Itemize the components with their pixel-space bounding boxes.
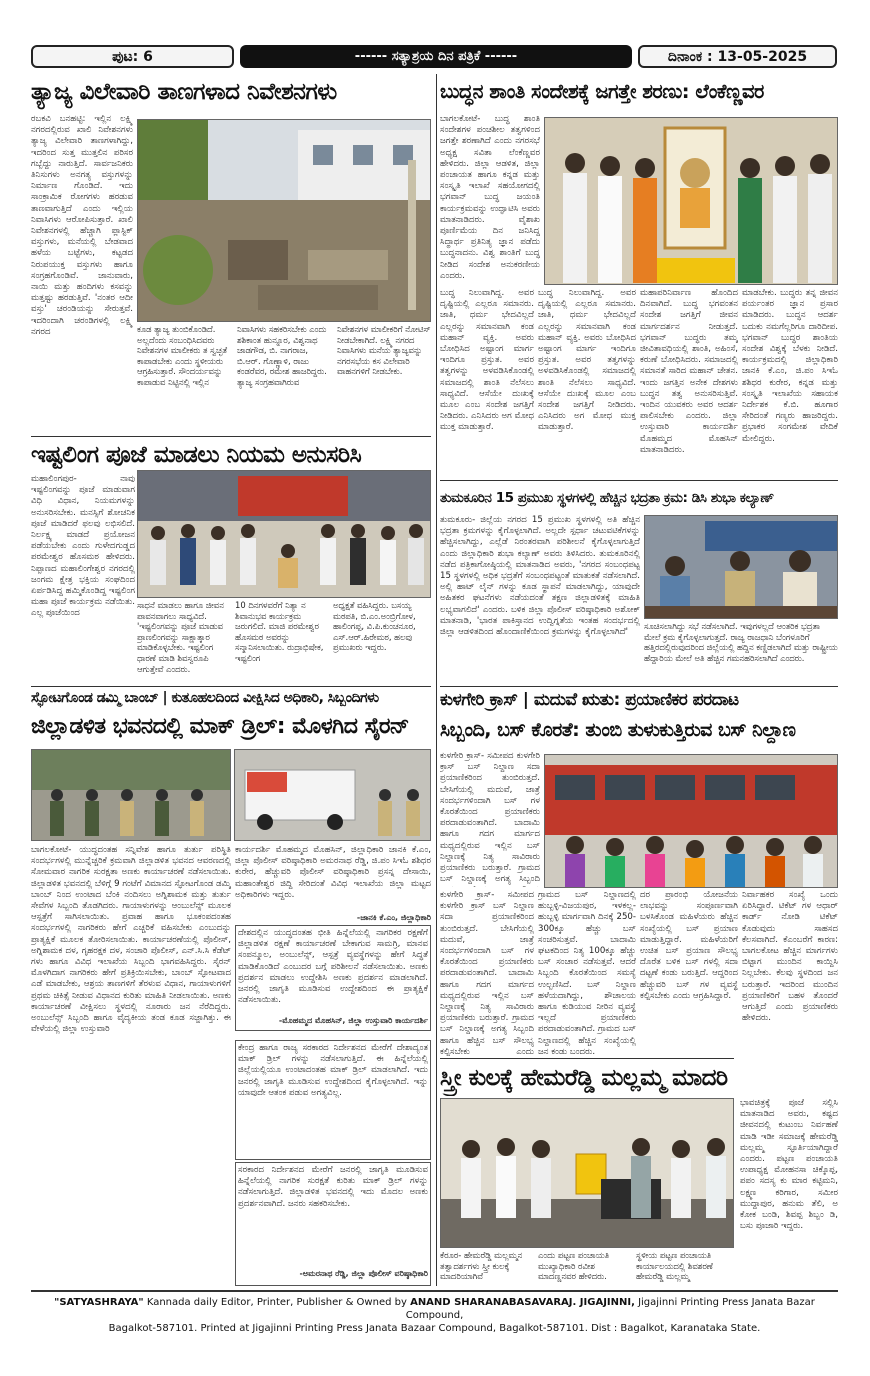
article-ishtalinga-col3: 10 ದಿನಗಳವರೆಗೆ ನಿತ್ಯಾ ನ ಶಿವಾನುಭವ ಕಾರ್ಯಕ್ರಮ ಜರುಗಲಿದೆ. ಮಾಜಿ ಪರಮೇಶ್ವರ ಹೊಸಮಠ ಅವರನ್ನು ಸನ್ಮಾನಿಸಲಾಯಿತು. ರುದ್ರಾಭಿಷೇಕ, ಇಷ್ಟಲಿಂಗ (235, 600, 324, 663)
article-bus-stand-col1: ಕುಳಗೇರಿ ಕ್ರಾಸ್- ಸಮೀಪದ ಕುಳಗೇರಿ ಕ್ರಾಸ್ ಬಸ್ ನಿಲ್ದಾಣ ಸದಾ ಪ್ರಯಾಣಿಕರಿಂದ ತುಂಬಿರುತ್ತದೆ. ಬೇಸಿಗೆಯಲ್ಲಿ ಮದುವೆ, ಜಾತ್ರೆ ಸಂದರ್ಭಗಳಿಂದಾಗಿ ಬಸ್ ಗಳ ಕೊರತೆಯಿಂದ ಪ್ರಯಾಣಿಕರು ಪರದಾಡುವಂತಾಗಿದೆ. ಬಾದಾಮಿ ಹಾಗೂ ಗದಗ ಮಾರ್ಗದ ಮಧ್ಯದಲ್ಲಿರುವ ಇಲ್ಲಿನ ಬಸ್ ನಿಲ್ದಾಣಕ್ಕೆ ನಿತ್ಯ ಸಾವಿರಾರು ಪ್ರಯಾಣಿಕರು ಬರುತ್ತಾರೆ. ಗ್ರಾಮದ ಬಸ್ ನಿಲ್ದಾಣಕ್ಕೆ ಅಗತ್ಯ ಸಿಬ್ಬಂದಿ (440, 751, 540, 885)
article-mallamma-col3: ಸ್ಥಳೀಯ ಪಟ್ಟಣ ಪಂಚಾಯತಿ ಕಾರ್ಯಾಲಯದಲ್ಲಿ ಶಿವಶರಣೆ ಹೇಮರೆಡ್ಡಿ ಮಲ್ಲಮ್ಮ (636, 1250, 713, 1282)
imprint-line: "SATYASHRAYA" Kannada daily Editor, Printer, Publisher & Owned by ANAND SHARANABASAVARAJ. JIGAJINNI, Jigajinni Printing Press Janata Bazar Compound, Bagalkot-587101. Printed at Jigajinni Printing Press Janata Bazaar Compound, Bagalkot-587101. Dist : Bagalkot, Karanataka State. (54, 1297, 815, 1334)
article-waste-col1: ರಬಕವಿ ಬನಹಟ್ಟಿ: ಇಲ್ಲಿನ ಲಕ್ಷ್ಮಿ ನಗರದಲ್ಲಿರುವ ಖಾಲಿ ನಿವೇಶನಗಳು ತ್ಯಾಜ್ಯ ವಿಲೇವಾರಿ ತಾಣಗಳಾಗಿದ್ದು, ಇದರಿಂದ ಸುತ್ತ ಮುತ್ತಲಿನ ಪರಿಸರ ಗಬ್ಬೆದ್ದು ನಾರುತ್ತಿದೆ. ಸಾರ್ವಜನಿಕರು ತಿನಿಸುಗಳು ಅನಗತ್ಯ ವಸ್ತುಗಳನ್ನು ನಿರ್ಮಾಣ ಗೊಂಡಿದೆ. ಇದು ಸಾಂಕ್ರಾಮಿಕ ರೋಗಗಳು ಹರಡುವ ತಾಣವಾಗುತ್ತಿದೆ ಎಂದು ಇಲ್ಲಿಯ ನಿವಾಸಿಗಳು ಆರೋಪಿಸುತ್ತಾರೆ. ಖಾಲಿ ನಿವೇಶನಗಳಲ್ಲಿ ಹೆಚ್ಚಾಗಿ ಪ್ಲಾಸ್ಟಿಕ್ ವಸ್ತುಗಳು, ಮನೆಯಲ್ಲಿ ಬೇಡವಾದ ಹಳೆಯ ಬಟ್ಟೆಗಳು, ಕಟ್ಟಡದ ನಿರುಪಯುಕ್ತ ವಸ್ತುಗಳು ಹಾಗೂ ಸಂಗ್ರಹಗೊಂಡಿವೆ. ಜಾನುವಾರು, ನಾಯಿ ಮತ್ತು ಹಂದಿಗಳು ಕಸವನ್ನು ಮತ್ತಷ್ಟು ಹರಡುತ್ತಿವೆ. 'ನಂತರ ಆದೀ ವಸ್ತು' ಚರಂಡಿಯನ್ನು ಸೇರುತ್ತವೆ. ಇದರಿಂದಾಗಿ ಚರಂಡಿಗಳಲ್ಲಿ ಲಕ್ಷ್ಮಿ ನಗರದ (31, 114, 133, 337)
article-buddha-col4: ಮಹಾಪರಿನಿರ್ವಾಣ ಹೊಂದಿದ ದಿನವಾಗಿದೆ. ಬುದ್ಧ ಭಗವಂತನ ಸಂದೇಶ ಜಗತ್ತಿಗೆ ಜೀವನ ಮಾರ್ಗದರ್ಶನ ನೀಡುತ್ತದೆ. ಭಗವಾನ್ ಬುದ್ಧರು ತಮ್ಮ ಜೀವಿತಾವಧಿಯಲ್ಲಿ ಶಾಂತಿ, ಅಹಿಂಸೆ, ಕರುಣೆ ಬೋಧಿಸಿದರು. ಸಮಾಜದಲ್ಲಿ ಸಮಾನತೆ ಸಾರಿದ ಮಹಾನ್ ಚೇತನ. ಇಂದು ಜಗತ್ತಿನ ಅನೇಕ ದೇಶಗಳು ಬುದ್ಧನ ತತ್ವ ಅನುಸರಿಸುತ್ತಿವೆ. ಇಂದಿನ ಯುವಕರು ಅವರ ಆದರ್ಶ ಪಾಲಿಸಬೇಕು ಎಂದರು. ಜಿಲ್ಲಾ ಉಸ್ತುವಾರಿ ಕಾರ್ಯದರ್ಶಿ ಮೊಹಮ್ಮದ ಮೊಹಸಿನ್ ಮಾತನಾಡಿದರು. (640, 288, 738, 455)
article-mock-drill-col1: ಬಾಗಲಕೋಟೆ- ಯುದ್ಧದಂತಹ ಸನ್ನಿವೇಶ ಹಾಗೂ ತುರ್ತು ಪರಿಸ್ಥಿತಿ ಸಂದರ್ಭಗಳಲ್ಲಿ ಮುನ್ನೆಚ್ಚರಿಕೆ ಕ್ರಮವಾಗಿ ಜಿಲ್ಲಾಡಳಿತ ಭವನದ ಆವರಣದಲ್ಲಿ ಸೋಮವಾರ ನಾಗರಿಕ ಸುರಕ್ಷತಾ ಅಣಕು ಕಾರ್ಯಾಚರಣೆ ನಡೆಸಲಾಯಿತು. ಜಿಲ್ಲಾಡಳಿತ ಭವನದಲ್ಲಿ ಬೆಳಿಗ್ಗೆ 9 ಗಂಟೆಗೆ ವಿಮಾನದ ಸ್ಫೋಟಗೊಂಡ ಡಮ್ಮಿ ಬಾಂಬ್ ನಿಂದ ಉಂಟಾದ ಬೆಂಕಿ ನಂದಿಸಲು ಅಗ್ನಿಶಾಮಕ ಮತ್ತು ತುರ್ತು ಸೇವೆಗಳ ಸಿಬ್ಬಂದಿ ತೊಡಗಿದರು. ಗಾಯಾಳುಗಳನ್ನು ಆಂಬುಲೆನ್ಸ್ ಮೂಲಕ ಆಸ್ಪತ್ರೆಗೆ ಸಾಗಿಸಲಾಯಿತು. ಪ್ರವಾಹ ಹಾಗೂ ಭೂಕಂಪದಂತಹ ಸಂದರ್ಭಗಳಲ್ಲಿ ನಾಗರಿಕರು ಹೇಗೆ ಎಚ್ಚರಿಕೆ ವಹಿಸಬೇಕು ಎಂಬುದನ್ನು ಪ್ರಾತ್ಯಕ್ಷಿಕೆ ಮೂಲಕ ತೋರಿಸಲಾಯಿತು. ಕಾರ್ಯಾಚರಣೆಯಲ್ಲಿ ಪೊಲೀಸ್, ಅಗ್ನಿಶಾಮಕ ದಳ, ಗೃಹರಕ್ಷಕ ದಳ, ಸಂಚಾರಿ ಪೊಲೀಸ್, ಎನ್.ಸಿ.ಸಿ ಕೆಡೆಟ್ ಗಳು ಹಾಗೂ ವಿವಿಧ ಇಲಾಖೆಯ ಸಿಬ್ಬಂದಿ ಭಾಗವಹಿಸಿದ್ದರು. ಸೈರನ್ ಮೊಳಗಿದಾಗ ನಾಗರಿಕರು ಹೇಗೆ ಪ್ರತಿಕ್ರಿಯಿಸಬೇಕು, ಬಾಂಬ್ ಸ್ಫೋಟವಾದ ಎಡೆ ಮಾಡಬೇಕು, ಆಶ್ರಯ ತಾಣಗಳಿಗೆ ತೆರಳುವ ವಿಧಾನ, ಗಾಯಾಳುಗಳಿಗೆ ಪ್ರಥಮ ಚಿಕಿತ್ಸೆ ನೀಡುವ ವಿಧಾನದ ಕುರಿತು ಮಾಹಿತಿ ನೀಡಲಾಯಿತು. ಅಣಕು ಕಾರ್ಯಾಚರಣೆ ವೀಕ್ಷಿಸಲು ಸ್ಥಳದಲ್ಲಿ ನೂರಾರು ಜನ ನೆರೆದಿದ್ದರು. ಅಂಬುಲೆನ್ಸ್ ಸಿಬ್ಬಂದಿ ಹಾಗೂ ವೈದ್ಯಕೀಯ ತಂಡ ಕೂಡ ಸಜ್ಜಾಗಿತ್ತು. ಈ ವೇಳೆಯಲ್ಲಿ ಜಿಲ್ಲಾ ಉಸ್ತುವಾರಿ (31, 845, 231, 1035)
article-mock-drill-col2: ಕಾರ್ಯದರ್ಶಿ ಮೊಹಮ್ಮದ ಮೊಹಸಿನ್, ಜಿಲ್ಲಾಧಿಕಾರಿ ಜಾನಕಿ ಕೆ.ಎಂ, ಜಿಲ್ಲಾ ಪೊಲೀಸ್ ವರಿಷ್ಠಾಧಿಕಾರಿ ಅಮರನಾಥ ರೆಡ್ಡಿ, ಜಿ.ಪಂ ಸಿಇಓ ಶಶಿಧರ ಕುರೇರ, ಹೆಚ್ಚುವರಿ ಪೊಲೀಸ್ ವರಿಷ್ಠಾಧಿಕಾರಿ ಪ್ರಸನ್ನ ದೇಸಾಯಿ, ಮಹಾಂತೇಶ್ವರ ಜಿದ್ದಿ ಸೇರಿದಂತೆ ವಿವಿಧ ಇಲಾಖೆಯ ಜಿಲ್ಲಾ ಮಟ್ಟದ ಅಧಿಕಾರಿಗಳು ಇದ್ದರು. (235, 845, 431, 900)
quote-box-2 (235, 1040, 431, 1160)
masthead: ------ ಸತ್ಯಾಶ್ರಯ ದಿನ ಪತ್ರಿಕೆ ------ (240, 45, 632, 68)
headline-buddha: ಬುದ್ಧನ ಶಾಂತಿ ಸಂದೇಶಕ್ಕೆ ಜಗತ್ತೇ ಶರಣು: ಲೆಂಕೆಣ್ಣವರ (440, 80, 764, 103)
article-buddha-col1: ಬಾಗಲಕೋಟೆ- ಬುದ್ಧ ಶಾಂತಿ ಸಂದೇಶಗಳ ಪಂಚಶೀಲ ತತ್ವಗಳಿಂದ ಜಗತ್ತೇ ಶರಣಾಗಿದೆ ಎಂದು ನಗರಸಭೆ ಅಧ್ಯಕ್ಷ ಸವಿತಾ ಲೆಂಕೆಣ್ಣವರ ಹೇಳಿದರು. ಜಿಲ್ಲಾ ಆಡಳಿತ, ಜಿಲ್ಲಾ ಪಂಚಾಯತ ಹಾಗೂ ಕನ್ನಡ ಮತ್ತು ಸಂಸ್ಕೃತಿ ಇಲಾಖೆ ಸಹಯೋಗದಲ್ಲಿ ಭಗವಾನ್ ಬುದ್ಧ ಜಯಂತಿ ಕಾರ್ಯಕ್ರಮವನ್ನು ಉದ್ಘಾಟಿಸಿ ಅವರು ಮಾತನಾಡಿದರು. ವೈಶಾಖ ಪೂರ್ಣಿಮೆಯ ದಿನ ಜನಿಸಿದ್ದ ಸಿದ್ಧಾರ್ಥ ಪ್ರತಿನಿತ್ಯ ಜ್ಞಾನ ಪಡೆದು ಬುದ್ಧನಾದನು. ವಿಶ್ವ ಶಾಂತಿಗೆ ಬುದ್ಧ ನೀಡಿದ ಸಂದೇಶ ಅನುಕರಣೀಯ ಎಂದರು. (440, 114, 540, 281)
article-buddha-col2: ಬುದ್ಧ ನಿಲುವಾಗಿದ್ದ. ಅವರ ದೃಷ್ಟಿಯಲ್ಲಿ ಎಲ್ಲರೂ ಸಮಾನರು. ಜಾತಿ, ಧರ್ಮ ಭೇದವಿಲ್ಲದೆ ಎಲ್ಲರನ್ನು ಸಮಾನವಾಗಿ ಕಂಡ ಮಹಾನ್ ವ್ಯಕ್ತಿ. ಅವರು ಬೋಧಿಸಿದ ಅಷ್ಟಾಂಗ ಮಾರ್ಗ ಇಂದಿಗೂ ಪ್ರಸ್ತುತ. ಅವರ ತತ್ವಗಳನ್ನು ಅಳವಡಿಸಿಕೊಂಡಲ್ಲಿ ಸಮಾಜದಲ್ಲಿ ಶಾಂತಿ ನೆಲೆಸಲು ಸಾಧ್ಯವಿದೆ. ಆಸೆಯೇ ದುಃಖಕ್ಕೆ ಮೂಲ ಎಂಬ ಸಂದೇಶ ಜಗತ್ತಿಗೆ ನೀಡಿದರು. ಎನಿಸಿದರು ಅಗ ಮೋಧ ಮುಕ್ತ ಮಾಡುತ್ತಾರೆ. (440, 288, 534, 433)
article-tumakuru-col1: ತುಮಕೂರು- ಜಿಲ್ಲೆಯ ನಗರದ 15 ಪ್ರಮುಖ ಸ್ಥಳಗಳಲ್ಲಿ ಅತಿ ಹೆಚ್ಚಿನ ಭದ್ರತಾ ಕ್ರಮಗಳನ್ನು ಕೈಗೊಳ್ಳಲಾಗಿದೆ. ಅಲ್ಲದೇ ಸ್ಪರ್ಧಾ ಚಟುವಟಿಕೆಗಳನ್ನು ಹೆಚ್ಚಿಸಲಾಗಿದ್ದು, ಎಲ್ಲೆಡೆ ನಿರಂತರವಾಗಿ ಪರಿಶೀಲನೆ ಕೈಗೊಳ್ಳಲಾಗುತ್ತಿದೆ ಎಂದು ಜಿಲ್ಲಾಧಿಕಾರಿ ಶುಭಾ ಕಲ್ಯಾಣ್ ಅವರು ತಿಳಿಸಿದರು. ತುಮಕೂರಿನಲ್ಲಿ ನಡೆದ ಪತ್ರಿಕಾಗೋಷ್ಠಿಯಲ್ಲಿ ಮಾತನಾಡಿದ ಅವರು, 'ನಗರದ ಸಂಬಂಧಪಟ್ಟ 15 ಸ್ಥಳಗಳಲ್ಲಿ ಅಧಿಕ ಭದ್ರತೆಗೆ ಸಂಬಂಧಪಟ್ಟಂತೆ ಮಾತುಕತೆ ನಡೆಸಲಾಗಿದೆ. ಅಲ್ಲಿ ಹಾಟ್ ಲೈನ್ ಗಳನ್ನು ಕೂಡ ಸ್ಥಾಪನೆ ಮಾಡಲಾಗಿದ್ದು, ಯಾವುದೇ ಅಹಿತಕರ ಘಟನೆಗಳು ನಡೆಯದಂತೆ ತಕ್ಷಣ ಜಿಲ್ಲಾಡಳಿತಕ್ಕೆ ಮಾಹಿತಿ ಲಭ್ಯವಾಗಲಿದೆ' ಎಂದರು. ಬಳಿಕ ಜಿಲ್ಲಾ ಪೊಲೀಸ್ ವರಿಷ್ಠಾಧಿಕಾರಿ ಅಶೋಕ್ ಮಾತನಾಡಿ, 'ಭಾರತ ಪಾಕಿಸ್ತಾನದ ಉದ್ವಿಗ್ನತೆಯ ಇಂತಹ ಸಂದರ್ಭದಲ್ಲಿ ಜಿಲ್ಲಾ ಆಡಳಿತದಿಂದ ಹೊಂದಾಣಿಕೆಯಿಂದ ಕ್ರಮಗಳನ್ನು ಕೈಗೊಳ್ಳಲಾಗಿದೆ' (440, 515, 640, 638)
headline-mock-drill: ಜಿಲ್ಲಾಡಳಿತ ಭವನದಲ್ಲಿ ಮಾಕ್ ಡ್ರಿಲ್: ಮೊಳಗಿದ ಸೈರನ್ (31, 714, 409, 739)
divider (440, 686, 838, 687)
mock-drill-photo-1 (31, 749, 231, 841)
kicker-mock-drill: ಸ್ಫೋಟಗೊಂಡ ಡಮ್ಮಿ ಬಾಂಬ್ | ಕುತೂಹಲದಿಂದ ವೀಕ್ಷಿಸಿದ ಅಧಿಕಾರಿ, ಸಿಬ್ಬಂದಿಗಳು (31, 690, 379, 706)
garbage-plot-photo (137, 119, 431, 322)
quote-signature: -ಜಾನಕಿ ಕೆ.ಎಂ, ಜಿಲ್ಲಾಧಿಕಾರಿ (356, 913, 431, 922)
article-buddha-col5: ಮಾಡಬೇಕು. ಬುದ್ಧರು ತನ್ನ ಜೀವನ ಪರ್ಯಂತರ ಜ್ಞಾನ ಪ್ರಸಾರ ಮಾಡಿದರು. ಬುದ್ಧನ ಆದರ್ಶ ಬದುಕು ನಮಗೆಲ್ಲರಿಗೂ ದಾರಿದೀಪ. ಭಗವಾನ್ ಬುದ್ಧರ ಶಾಂತಿಯ ಸಂದೇಶ ವಿಶ್ವಕ್ಕೆ ಬೆಳಕು ನೀಡಿದೆ. ಕಾರ್ಯಕ್ರಮದಲ್ಲಿ ಜಿಲ್ಲಾಧಿಕಾರಿ ಜಾನಕಿ ಕೆ.ಎಂ, ಜಿ.ಪಂ ಸಿಇಓ ಶಶಿಧರ ಕುರೇರ, ಕನ್ನಡ ಮತ್ತು ಸಂಸ್ಕೃತಿ ಇಲಾಖೆಯ ಸಹಾಯಕ ನಿರ್ದೇಶಕ ಕೆ.ಬಿ. ಹೂಗಾರ ಸೇರಿದಂತೆ ಗಣ್ಯರು ಹಾಜರಿದ್ದರು. ಪ್ರಭಾಕರ ಸಂಗಮೇಶ ವೇದಿಕೆ ಮೇಲಿದ್ದರು. (742, 288, 838, 444)
column-divider (436, 74, 437, 1286)
page-number: ಪುಟ: 6 (31, 45, 234, 68)
headline-waste: ತ್ಯಾಜ್ಯ ವಿಲೇವಾರಿ ತಾಣಗಳಾದ ನಿವೇಶನಗಳು (31, 79, 337, 105)
quote-text: ಸರಕಾರದ ನಿರ್ದೇಶನದ ಮೇರೆಗೆ ಜನರಲ್ಲಿ ಜಾಗೃತಿ ಮೂಡಿಸುವ ಹಿನ್ನೆಲೆಯಲ್ಲಿ ನಾಗರಿಕ ಸುರಕ್ಷತೆ ಕುರಿತು ಮಾಕ್ ಡ್ರಿಲ್ ಗಳನ್ನು ನಡೆಸಲಾಗುತ್ತಿದೆ. ಜಿಲ್ಲಾಡಳಿತ ಭವನದಲ್ಲಿ ಇದು ಮೊದಲ ಅಣಕು ಪ್ರದರ್ಶನವಾಗಿದೆ. ಜನರು ಸಹಕರಿಸಬೇಕು. (238, 1165, 428, 1209)
mock-drill-photo-2 (234, 749, 431, 841)
mallamma-jayanti-photo (440, 1098, 734, 1248)
article-mallamma-col2: ಎಂದು ಪಟ್ಟಣ ಪಂಚಾಯತಿ ಮುಖ್ಯಾಧಿಕಾರಿ ರವೀಶ ಮಾದಣ್ಣನವರ ಹೇಳಿದರು. (538, 1250, 610, 1282)
quote-box-3 (235, 1162, 431, 1286)
divider (440, 1058, 734, 1059)
article-bus-stand-col1b: ಕುಳಗೇರಿ ಕ್ರಾಸ್- ಸಮೀಪದ ಕುಳಗೇರಿ ಕ್ರಾಸ್ ಬಸ್ ನಿಲ್ದಾಣ ಸದಾ ಪ್ರಯಾಣಿಕರಿಂದ ತುಂಬಿರುತ್ತದೆ. ಬೇಸಿಗೆಯಲ್ಲಿ ಮದುವೆ, ಜಾತ್ರೆ ಸಂದರ್ಭಗಳಿಂದಾಗಿ ಬಸ್ ಗಳ ಕೊರತೆಯಿಂದ ಪ್ರಯಾಣಿಕರು ಪರದಾಡುವಂತಾಗಿದೆ. ಬಾದಾಮಿ ಹಾಗೂ ಗದಗ ಮಾರ್ಗದ ಮಧ್ಯದಲ್ಲಿರುವ ಇಲ್ಲಿನ ಬಸ್ ನಿಲ್ದಾಣಕ್ಕೆ ನಿತ್ಯ ಸಾವಿರಾರು ಪ್ರಯಾಣಿಕರು ಬರುತ್ತಾರೆ. ಗ್ರಾಮದ ಬಸ್ ನಿಲ್ದಾಣಕ್ಕೆ ಅಗತ್ಯ ಸಿಬ್ಬಂದಿ ಹಾಗೂ ಹೆಚ್ಚಿನ ಬಸ್ ಸೌಲಭ್ಯ ಕಲ್ಪಿಸಬೇಕು ಎಂದು (440, 890, 534, 1056)
article-buddha-col3: ಬುದ್ಧ ನಿಲುವಾಗಿದ್ದ. ಅವರ ದೃಷ್ಟಿಯಲ್ಲಿ ಎಲ್ಲರೂ ಸಮಾನರು. ಜಾತಿ, ಧರ್ಮ ಭೇದವಿಲ್ಲದೆ ಎಲ್ಲರನ್ನು ಸಮಾನವಾಗಿ ಕಂಡ ಮಹಾನ್ ವ್ಯಕ್ತಿ. ಅವರು ಬೋಧಿಸಿದ ಅಷ್ಟಾಂಗ ಮಾರ್ಗ ಇಂದಿಗೂ ಪ್ರಸ್ತುತ. ಅವರ ತತ್ವಗಳನ್ನು ಅಳವಡಿಸಿಕೊಂಡಲ್ಲಿ ಸಮಾಜದಲ್ಲಿ ಶಾಂತಿ ನೆಲೆಸಲು ಸಾಧ್ಯವಿದೆ. ಆಸೆಯೇ ದುಃಖಕ್ಕೆ ಮೂಲ ಎಂಬ ಸಂದೇಶ ಜಗತ್ತಿಗೆ ನೀಡಿದರು. ಎನಿಸಿದರು ಅಗ ಮೋಧ ಮುಕ್ತ ಮಾಡುತ್ತಾರೆ. (538, 288, 636, 433)
divider (31, 436, 431, 437)
quote-signature: -ಅಮರನಾಥ ರೆಡ್ಡಿ, ಜಿಲ್ಲಾ ಪೊಲೀಸ್ ವರಿಷ್ಠಾಧಿಕಾರಿ (299, 1269, 428, 1278)
article-bus-stand-col4: ನಿರ್ವಾಹಕರ ಸಂಖ್ಯೆ ಒಂದು ಏರಿಸಿದ್ದಾರೆ. ಟಿಕೆಟ್ ಗಳ ಆಧಾರ್ ಕಾರ್ಡ್ ನೋಡಿ ಟಿಕೆಟ್ ಕೊಡುವುದು ಸಾಹಸದ ಕೆಲಸವಾಗಿದೆ. ಕೆಎಂಬರೆಗೆ ಕಾರಣ: ಬಾಗಲಕೋಟ ಹೆಚ್ಚಿನ ಮಾರ್ಗಗಳು ಬಿಟ್ಟಾಗ ಮುಂದಿನ ಕಾಯ್ದಿಸಿ ನಿಲ್ಲಬೇಕು. ಕೆಲವು ಸ್ಥಳದಿಂದ ಜನ ಬರುತ್ತಾರೆ. ಇದರಿಂದ ಮುಂದಿನ ಪ್ರಯಾಣಿಕರಿಗೆ ಬಹಳ ತೊಂದರೆ ಆಗುತ್ತಿದೆ ಎಂದು ಪ್ರಯಾಣಿಕರು ಹೇಳಿದರು. (742, 890, 838, 1024)
headline-bus-stand: ಸಿಬ್ಬಂದಿ, ಬಸ್ ಕೊರತೆ: ತುಂಬಿ ತುಳುಕುತ್ತಿರುವ ಬಸ್ ನಿಲ್ದಾಣ (440, 719, 796, 741)
issue-date: ದಿನಾಂಕ : 13-05-2025 (638, 45, 837, 68)
headline-tumakuru: ತುಮಕೂರಿನ 15 ಪ್ರಮುಖ ಸ್ಥಳಗಳಲ್ಲಿ ಹೆಚ್ಚಿನ ಭದ್ರತಾ ಕ್ರಮ: ಡಿಸಿ ಶುಭಾ ಕಲ್ಯಾಣ್ (440, 490, 774, 506)
quote-text: ಕೇಂದ್ರ ಹಾಗೂ ರಾಜ್ಯ ಸರಕಾರದ ನಿರ್ದೇಶನದ ಮೇರೆಗೆ ದೇಶಾದ್ಯಂತ ಮಾಕ್ ಡ್ರಿಲ್ ಗಳನ್ನು ನಡೆಸಲಾಗುತ್ತಿದೆ. ಈ ಹಿನ್ನೆಲೆಯಲ್ಲಿ ಜಿಲ್ಲೆಯಲ್ಲಿಯೂ ಉಂಟಾದಂತಹ ಮಾಕ್ ಡ್ರಿಲ್ ಮಾಡಲಾಗಿದೆ. ಇದು ಜನರಲ್ಲಿ ಜಾಗೃತಿ ಮೂಡಿಸುವ ಉದ್ದೇಶದಿಂದ ಕೈಗೊಳ್ಳಲಾಗಿದೆ. ಇನ್ನು ಯಾವುದೇ ಆತಂಕ ಪಡುವ ಅಗತ್ಯವಿಲ್ಲ. (238, 1043, 428, 1098)
quote-box-1 (235, 925, 431, 1031)
divider (31, 686, 431, 687)
headline-ishtalinga: ಇಷ್ಟಲಿಂಗ ಪೂಜೆ ಮಾಡಲು ನಿಯಮ ಅನುಸರಿಸಿ (31, 442, 362, 468)
headline-mallamma: ಸ್ತ್ರೀ ಕುಲಕ್ಕೆ ಹೇಮರೆಡ್ಡಿ ಮಲ್ಲಮ್ಮ ಮಾದರಿ (440, 1065, 728, 1091)
article-mallamma-side: ಭಾವಚಿತ್ರಕ್ಕೆ ಪೂಜೆ ಸಲ್ಲಿಸಿ ಮಾತನಾಡಿದ ಅವರು, ಕಷ್ಟದ ಜೀವನದಲ್ಲಿ ಕುಟುಂಬ ನಿರ್ವಹಣೆ ಮಾಡಿ ಇಡೀ ಸಮಾಜಕ್ಕೆ ಹೇಮರೆಡ್ಡಿ ಮಲ್ಲಮ್ಮ ಸ್ಫೂರ್ತಿಯಾಗಿದ್ದಾರೆ ಎಂದರು. ಪಟ್ಟಣ ಪಂಚಾಯತಿ ಉಪಾಧ್ಯಕ್ಷ ಮೋಹನಸಾ ಚಿಕ್ಕೊಪ್ಪ, ಪಪಂ ಸದಸ್ಯ ಕು ಮಾರ ಕಟ್ಟಿಮನಿ, ಲಕ್ಷ್ಮಣ ಕರಿಗಾರ, ಸಮೀರ ಮುದ್ದಾಪುರ, ಹನುಮ ತೆಲಿ, ಅ ಕೋಕ ಬಂಡಿ, ಶಿವಪ್ಪ ಶಿಬ್ಬಂ ಡಿ, ಬಸು ಪೂಜಾರಿ ಇದ್ದರು. (740, 1098, 838, 1232)
footer-rule (31, 1290, 838, 1292)
article-ishtalinga-col1: ಮಹಾಲಿಂಗಪುರ- ನಾವು ಇಷ್ಟಲಿಂಗವನ್ನು ಪೂಜೆ ಮಾಡುವಾಗ ವಿಧಿ ವಿಧಾನ, ನಿಯಮಗಳನ್ನು ಅನುಸರಿಸಬೇಕು. ಮನಸ್ಸಿಗೆ ಶೋಚನಿಕ ಪೂಜೆ ಮಾಡಿದರೆ ಫಲವು ಲಭಿಸಲಿದೆ. ನಿರ್ಲಕ್ಷ್ಯ ಮಾಡದೆ ಪ್ರಯೋಜನ ಪಡೆಯಬೇಕು ಎಂದು ಗುಳೇದಗುಡ್ಡದ ಪರಮೇಶ್ವರ ಹೊಸಮಠ ಹೇಳಿದರು. ನಿಪ್ಪಾಣದ ಮಹಾಲಿಂಗೇಶ್ವರ ನಗರದಲ್ಲಿ ಜಂಗಮ ಕ್ಷೇತ್ರ ಭಕ್ತಿಯ ಸಂಘದಿಂದ ಏರ್ಪಡಿಸಿದ್ದ ಹಮ್ಮಿಕೊಂಡಿದ್ದ ಇಷ್ಟಲಿಂಗ ಮಹಾ ಪೂಜೆ ಕಾರ್ಯಕ್ರಮ ನಡೆಯಿತು. ಎಲ್ಲ ಪೂಜೆಯಿಂದ (31, 474, 135, 619)
article-bus-stand-col3: ದರ ಪ್ರಾರಂಭಿ ಯೋಜನೆಯ ಲಾಭವನ್ನು ಸಂಪೂರ್ಣವಾಗಿ ಬಳಸಿಕೊಂಡ ಮಹಿಳೆಯರು ಹೆಚ್ಚಿನ ಸಂಖ್ಯೆಯಲ್ಲಿ ಬಸ್ ಪ್ರಯಾಣ ಮಾಡುತ್ತಿದ್ದಾರೆ. ಮಹಿಳೆಯರಿಗೆ ಉಚಿತ ಬಸ್ ಪ್ರಯಾಣ ಸೌಲಭ್ಯ ದೊರೆತ ಬಳಿಕ ಬಸ್ ಗಳಲ್ಲಿ ಸದಾ ದಟ್ಟಣೆ ಕಂಡು ಬರುತ್ತಿದೆ. ಆದ್ದರಿಂದ ಹೆಚ್ಚುವರಿ ಬಸ್ ಗಳ ವ್ಯವಸ್ಥೆ ಕಲ್ಪಿಸಬೇಕು ಎಂದು ಆಗ್ರಹಿಸಿದ್ದಾರೆ. (640, 890, 738, 1001)
buddha-jayanti-photo (544, 117, 838, 285)
article-bus-stand-col2: ಗ್ರಾಮದ ಬಸ್ ನಿಲ್ದಾಣದಲ್ಲಿ ಹುಬ್ಬಳ್ಳಿ-ವಿಜಯಪುರ, ಇಳಕಲ್ಲ-ಹುಬ್ಬಳ್ಳಿ ಮಾರ್ಗವಾಗಿ ದಿನಕ್ಕೆ 250-300ಕ್ಕೂ ಹೆಚ್ಚು ಬಸ್ ಸಂಚರಿಸುತ್ತವೆ. ಬಾದಾಮಿ ಘಟಕದಿಂದ ನಿತ್ಯ 100ಕ್ಕೂ ಹೆಚ್ಚು ಬಸ್ ಸಂಚಾರ ನಡೆಸುತ್ತವೆ. ಆದರೆ ಸಿಬ್ಬಂದಿ ಕೊರತೆಯಿಂದ ಸಮಸ್ಯೆ ಉಲ್ಬಣಿಸಿದೆ. ಬಸ್ ನಿಲ್ದಾಣ ಹಳೆಯದಾಗಿದ್ದು, ಶೌಚಾಲಯ ಹಾಗೂ ಕುಡಿಯುವ ನೀರಿನ ವ್ಯವಸ್ಥೆ ಇಲ್ಲದೆ ಪ್ರಯಾಣಿಕರು ಪರದಾಡುವಂತಾಗಿದೆ. ಗ್ರಾಮದ ಬಸ್ ನಿಲ್ದಾಣದಲ್ಲಿ ಹೆಚ್ಚಿನ ಸಂಖ್ಯೆಯಲ್ಲಿ ಜನ ಕಂಡು ಬಂದರು. (538, 890, 636, 1056)
kicker-bus-stand: ಕುಳಗೇರಿ ಕ್ರಾಸ್ | ಮದುವೆ ಋತು: ಪ್ರಯಾಣಿಕರ ಪರದಾಟ (440, 690, 739, 710)
ishtalinga-puja-photo (137, 470, 431, 598)
article-mallamma-col1: ಕೆರೂರ- ಹೇಮರೆಡ್ಡಿ ಮಲ್ಲಮ್ಮನ ತತ್ವಾದರ್ಶಗಳು ಸ್ತ್ರೀ ಕುಲಕ್ಕೆ ಮಾದರಿಯಾಗಿವೆ (440, 1250, 523, 1282)
bus-stand-crowd-photo (544, 754, 838, 888)
article-ishtalinga-col4: ಅಧ್ಯಕ್ಷತೆ ವಹಿಸಿದ್ದರು. ಬಸಯ್ಯ ಮಠಪತಿ, ಬಿ.ಎಂ.ಅಂಬ್ರಿಗೋಳ, ಹಾಲಿಂಗಪ್ಪ, ವಿ.ಪಿ.ಕುಂಚನೂರ, ಎಸ್.ಆರ್.ಹಿರೇಮಠ, ಹಲವು ಪ್ರಮುಖರು ಇದ್ದರು. (333, 600, 416, 653)
article-tumakuru-col2: ಸೂಚಿಸಲಾಗಿದ್ದು ಸಭೆ ನಡೆಸಲಾಗಿದೆ. ಇವುಗಳಲ್ಲದೆ ಆಂತರಿಕ ಭದ್ರತಾ ಮೇಲೆ ಕ್ರಮ ಕೈಗೊಳ್ಳಲಾಗುತ್ತದೆ. ರಾಜ್ಯ ರಾಜಧಾನಿ ಬೆಂಗಳೂರಿಗೆ ಹತ್ತಿರದಲ್ಲಿರುವುದರಿಂದ ಜಿಲ್ಲೆಯಲ್ಲಿ ಹದ್ದಿನ ಕಣ್ಣಿಡಲಾಗಿದೆ ಮತ್ತು ರಾಷ್ಟ್ರೀಯ ಹೆದ್ದಾರಿಯ ಮೇಲೆ ಅತಿ ಹೆಚ್ಚಿನ ಗಮನಹರಿಸಲಾಗಿದೆ ಎಂದರು. (644, 621, 838, 663)
quote-text: ದೇಶದಲ್ಲಿನ ಯುದ್ಧದಂತಹ ಭೀತಿ ಹಿನ್ನೆಲೆಯಲ್ಲಿ ನಾಗರಿಕರ ರಕ್ಷಣೆಗೆ ಜಿಲ್ಲಾಡಳಿತ ರಕ್ಷಣೆ ಕಾರ್ಯಾಚರಣೆ ಬೇಕಾಗುವ ಸಾಮಗ್ರಿ, ಮಾನವ ಸಂಪನ್ಮೂಲ, ಅಂಬುಲೆನ್ಸ್, ಆಸ್ಪತ್ರೆ ವ್ಯವಸ್ಥೆಗಳನ್ನು ಹೇಗೆ ಸಿದ್ಧತೆ ಮಾಡಿಕೊಂಡಿದೆ ಎಂಬುದರ ಬಗ್ಗೆ ಪರಿಶೀಲನೆ ನಡೆಸಲಾಯಿತು. ಅಣಕು ಪ್ರದರ್ಶನ ಮಾಡಲು ಉದ್ದೇಶಿಸಿ ಅಣಕು ಪ್ರದರ್ಶನ ಮಾಡಲಾಗಿದೆ. ಜನರಲ್ಲಿ ಜಾಗೃತಿ ಮೂಡಿಸುವ ಉದ್ದೇಶದಿಂದ ಈ ಪ್ರಾತ್ಯಕ್ಷಿಕೆ ನಡೆಸಲಾಯಿತು. (238, 928, 428, 1006)
article-ishtalinga-col2: ಸಾಧನೆ ಮಾಡಲು ಹಾಗೂ ಜೀವನ ಪಾವನವಾಗಲು ಸಾಧ್ಯವಿದೆ. 'ಇಷ್ಟಲಿಂಗವನ್ನು ಪೂಜೆ ಮಾಡುವ ಪ್ರಾಣಲಿಂಗವನ್ನು ಸಾಕ್ಷಾತ್ಕಾರ ಮಾಡಿಕೊಳ್ಳಬೇಕು. ಇಷ್ಟಲಿಂಗ ಧಾರಣೆ ಮಾಡಿ ಶಿವಸ್ವರೂಪಿ ಆಗುತ್ತೇವೆ ಎಂದರು. (137, 600, 224, 674)
quote-signature: -ಮೊಹಮ್ಮದ ಮೊಹಸಿನ್, ಜಿಲ್ಲಾ ಉಸ್ತುವಾರಿ ಕಾರ್ಯದರ್ಶಿ (278, 1016, 428, 1025)
divider (440, 480, 838, 481)
tumakuru-press-meet-photo (644, 515, 838, 619)
article-waste-cols: ಕೂಡ ತ್ಯಾಜ್ಯ ತುಂಬಿಕೊಂಡಿದೆ. ಅಲ್ಲದೆಂದು ಸಂಬಂಧಿಸಿದವರು ನಿವೇಶನಗಳ ಮಾಲೀಕರು ತ ಸ್ವಚ್ಛತೆ ಕಾಪಾಡಬೇಕು ಎಂದು ಸ್ಥಳೀಯರು ಆಗ್ರಹಿಸುತ್ತಾರೆ. ಸೌಂದರ್ಯವನ್ನು ಕಾಪಾಡುವ ನಿಟ್ಟಿನಲ್ಲಿ ಇಲ್ಲಿನ ನಿವಾಸಿಗಳು ಸಹಕರಿಸಬೇಕು ಎಂದು ಶಶಿಕಾಂತ ಹುನ್ನೂರ, ವಿಶ್ವನಾಥ ಜಾಡಗೌಡ, ಬಿ. ನಾಗರಾಜ, ಬಿ.ಆರ್. ಗೊಣ್ಣಾಳಿ, ರಾಜು ಕಂಡರೆವರ, ರಮೇಶ ಹಾಜರಿದ್ದರು. ತ್ಯಾಜ್ಯ ಸಂಗ್ರಹವಾಗಿರುವ ನಿವೇಶನಗಳ ಮಾಲೀಕರಿಗೆ ನೋಟಿಸ್ ನೀಡಬೇಕಾಗಿದೆ. ಲಕ್ಷ್ಮಿ ನಗರದ ನಿವಾಸಿಗಳು ಮನೆಯ ತ್ಯಾಜ್ಯವನ್ನು ನಗರಸಭೆಯ ಕಸ ವಿಲೇವಾರಿ ವಾಹನಗಳಿಗೆ ನೀಡಬೇಕು. (137, 324, 431, 387)
